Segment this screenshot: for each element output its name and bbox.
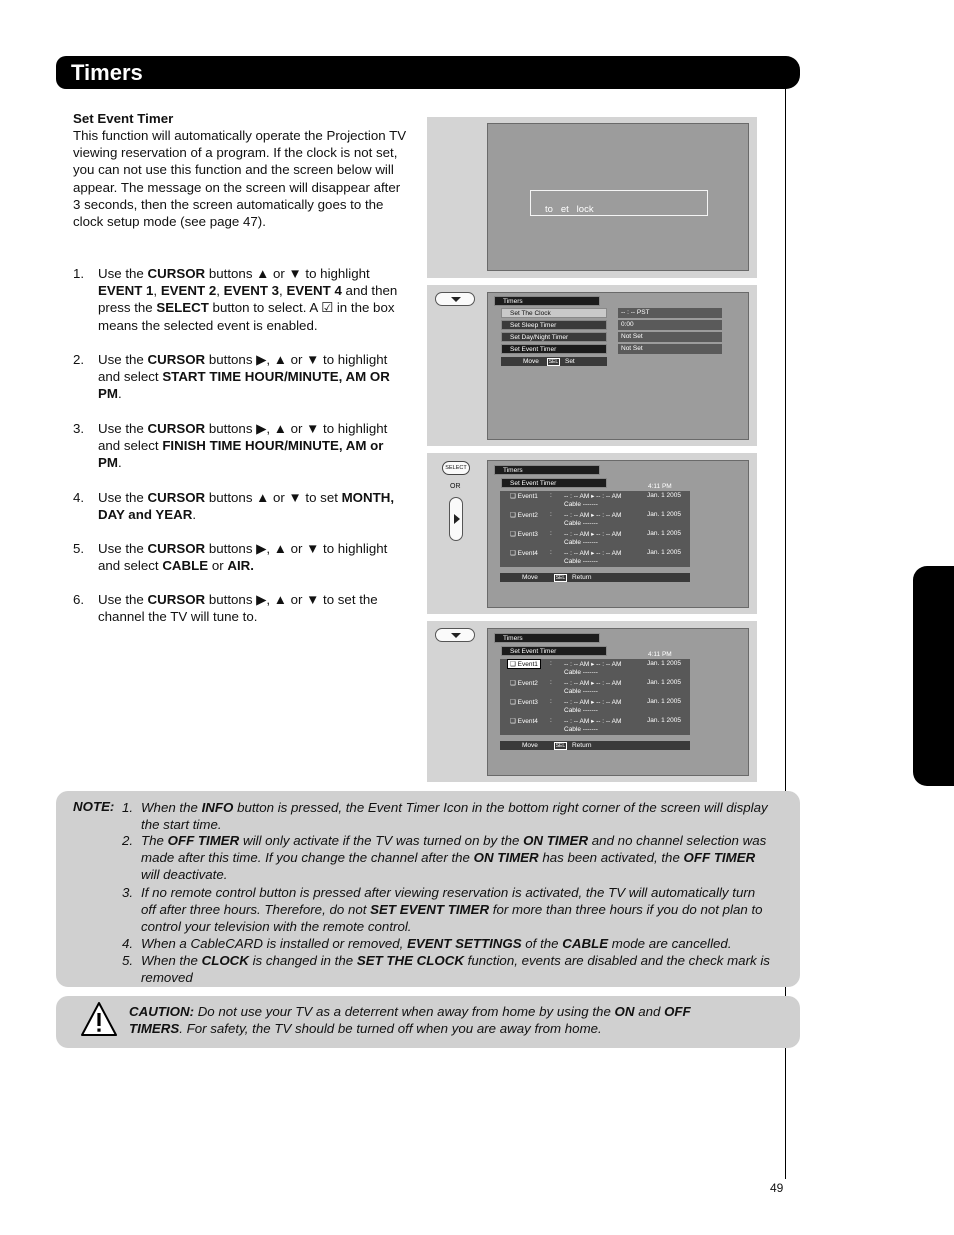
- step-2: [73, 351, 408, 403]
- panel-timers-menu: [427, 285, 757, 446]
- step-number: 2.: [73, 352, 85, 367]
- osd-item-event-timer[interactable]: Set Event Timer: [501, 344, 607, 354]
- step-6: [73, 591, 408, 625]
- osd-submenu-title: Set Event Timer: [501, 646, 607, 656]
- osd-submenu-title: Set Event Timer: [501, 478, 607, 488]
- osd-footer-action: Return: [571, 742, 592, 749]
- note-box: [56, 791, 800, 987]
- osd-footer-move: Move: [523, 358, 539, 365]
- osd-menu-title: Timers: [494, 296, 600, 306]
- intro-section: [73, 110, 408, 230]
- caution-box: [56, 996, 800, 1048]
- step-text: Use the CURSOR buttons ▶, ▲ or ▼ to highlight and select START TIME HOUR/MINUTE, AM OR PM.: [98, 352, 390, 402]
- intro-body: This function will automatically operate the Projection TV viewing reservation of a program. If the clock is not set, you can not use this function and the screen below will appear. The message on the screen will disappear after 3 seconds, then the screen automatically goes to the clock setup mode (see page 47).: [73, 128, 407, 230]
- caution-text: [129, 1003, 739, 1037]
- osd-footer-sel: SEL: [555, 575, 566, 581]
- osd-footer-sel: SEL: [555, 743, 566, 749]
- event-row-1-highlighted[interactable]: ❑ Event1 : -- : -- AM ▸ -- : -- AM Jan. 1 2005 Cable -------: [500, 659, 690, 678]
- osd-clock: 4:11 PM: [648, 483, 672, 490]
- osd-clock: 4:11 PM: [648, 651, 672, 658]
- osd-item-sleep-timer[interactable]: Set Sleep Timer: [501, 320, 607, 330]
- osd-menu-title: Timers: [494, 633, 600, 643]
- event-row-1[interactable]: ❑ Event1 : -- : -- AM ▸ -- : -- AM Jan. 1 2005 Cable -------: [500, 491, 690, 510]
- osd-footer-move: Move: [522, 574, 538, 581]
- tv-screen: [487, 292, 749, 440]
- osd-value-clock: -- : -- PST: [618, 308, 722, 318]
- osd-footer-sel: SEL: [548, 359, 559, 365]
- note-item-1: 1. When the INFO button is pressed, the Event Timer Icon in the bottom right corner of the screen will display the start time.: [122, 800, 768, 832]
- tv-screen: [487, 460, 749, 608]
- step-1: [73, 265, 408, 334]
- step-number: 3.: [73, 421, 85, 436]
- panel-clock-not-set: [427, 117, 757, 278]
- event-row-4[interactable]: ❑ Event4 : -- : -- AM ▸ -- : -- AM Jan. 1 2005 Cable -------: [500, 716, 690, 735]
- page-number: 49: [770, 1181, 784, 1195]
- title-bar: [56, 56, 800, 89]
- osd-footer: [500, 573, 690, 582]
- event-row-3[interactable]: ❑ Event3 : -- : -- AM ▸ -- : -- AM Jan. 1 2005 Cable -------: [500, 697, 690, 716]
- osd-item-set-clock[interactable]: Set The Clock: [501, 308, 607, 318]
- osd-value-event: Not Set: [618, 344, 722, 354]
- osd-footer-move: Move: [522, 742, 538, 749]
- note-item-5: 5. When the CLOCK is changed in the SET THE CLOCK function, events are disabled and the check mark is removed: [122, 953, 770, 985]
- step-text: Use the CURSOR buttons ▲ or ▼ to set MONTH, DAY and YEAR.: [98, 490, 395, 523]
- panel-event-timer-selected: [427, 621, 757, 782]
- note-item-4: 4. When a CableCARD is installed or removed, EVENT SETTINGS of the CABLE mode are cancelled.: [122, 936, 732, 951]
- osd-value-sleep: 0:00: [618, 320, 722, 330]
- step-text: Use the CURSOR buttons ▶, ▲ or ▼ to highlight and select CABLE or AIR.: [98, 541, 388, 574]
- event-row-4[interactable]: ❑ Event4 : -- : -- AM ▸ -- : -- AM Jan. 1 2005 Cable -------: [500, 548, 690, 567]
- step-3: [73, 420, 408, 472]
- select-button-icon: SELECT: [442, 461, 470, 475]
- osd-footer: [500, 741, 690, 750]
- or-label: OR: [450, 483, 461, 490]
- down-arrow-button-icon: [435, 628, 475, 642]
- down-arrow-button-icon: [435, 292, 475, 306]
- note-item-2: 2. The OFF TIMER will only activate if the TV was turned on by the ON TIMER and no channel selection was made after this time. If you change the channel after the ON TIMER has been activated, the OFF TIMER will deactivate.: [122, 833, 767, 882]
- osd-footer: [501, 357, 607, 366]
- step-text: Use the CURSOR buttons ▲ or ▼ to highlight EVENT 1, EVENT 2, EVENT 3, EVENT 4 and then press the SELECT button to select. A ☑ in the box means the selected event is enabled.: [98, 266, 398, 333]
- step-4: [73, 489, 408, 523]
- osd-item-day-night-timer[interactable]: Set Day/Night Timer: [501, 332, 607, 342]
- step-number: 1.: [73, 266, 85, 281]
- note-item-3: 3. If no remote control button is pressed after viewing reservation is activated, the TV will automatically turn off after three hours. Therefore, do not SET EVENT TIMER for more than three hours if you do not plan to control your television with the remote control.: [122, 885, 763, 934]
- tv-screen: [487, 123, 749, 271]
- step-number: 5.: [73, 541, 85, 556]
- osd-menu-title: Timers: [494, 465, 600, 475]
- tv-screen: [487, 628, 749, 776]
- note-label: NOTE:: [73, 799, 115, 814]
- caution-body: Do not use your TV as a deterrent when away from home by using the ON and OFF TIMERS. For safety, the TV should be turned off when you are away from home.: [129, 1004, 691, 1036]
- panel-event-timer: [427, 453, 757, 614]
- osd-footer-action: Return: [571, 574, 592, 581]
- osd-footer-action: Set: [564, 358, 575, 365]
- step-number: 4.: [73, 490, 85, 505]
- clock-message: to et lock: [530, 190, 708, 216]
- step-text: Use the CURSOR buttons ▶, ▲ or ▼ to highlight and select FINISH TIME HOUR/MINUTE, AM or PM.: [98, 421, 388, 471]
- event-row-3[interactable]: ❑ Event3 : -- : -- AM ▸ -- : -- AM Jan. 1 2005 Cable -------: [500, 529, 690, 548]
- step-text: Use the CURSOR buttons ▶, ▲ or ▼ to set the channel the TV will tune to.: [98, 592, 378, 625]
- warning-icon: [80, 1001, 118, 1037]
- event-row-2[interactable]: ❑ Event2 : -- : -- AM ▸ -- : -- AM Jan. 1 2005 Cable -------: [500, 510, 690, 529]
- right-arrow-button-icon: [449, 497, 463, 541]
- step-5: [73, 540, 408, 574]
- step-number: 6.: [73, 592, 85, 607]
- page-title: Timers: [71, 60, 143, 85]
- intro-heading: Set Event Timer: [73, 111, 174, 126]
- osd-value-day-night: Not Set: [618, 332, 722, 342]
- section-tab: [913, 566, 954, 786]
- event-row-2[interactable]: ❑ Event2 : -- : -- AM ▸ -- : -- AM Jan. 1 2005 Cable -------: [500, 678, 690, 697]
- caution-label: CAUTION:: [129, 1004, 194, 1019]
